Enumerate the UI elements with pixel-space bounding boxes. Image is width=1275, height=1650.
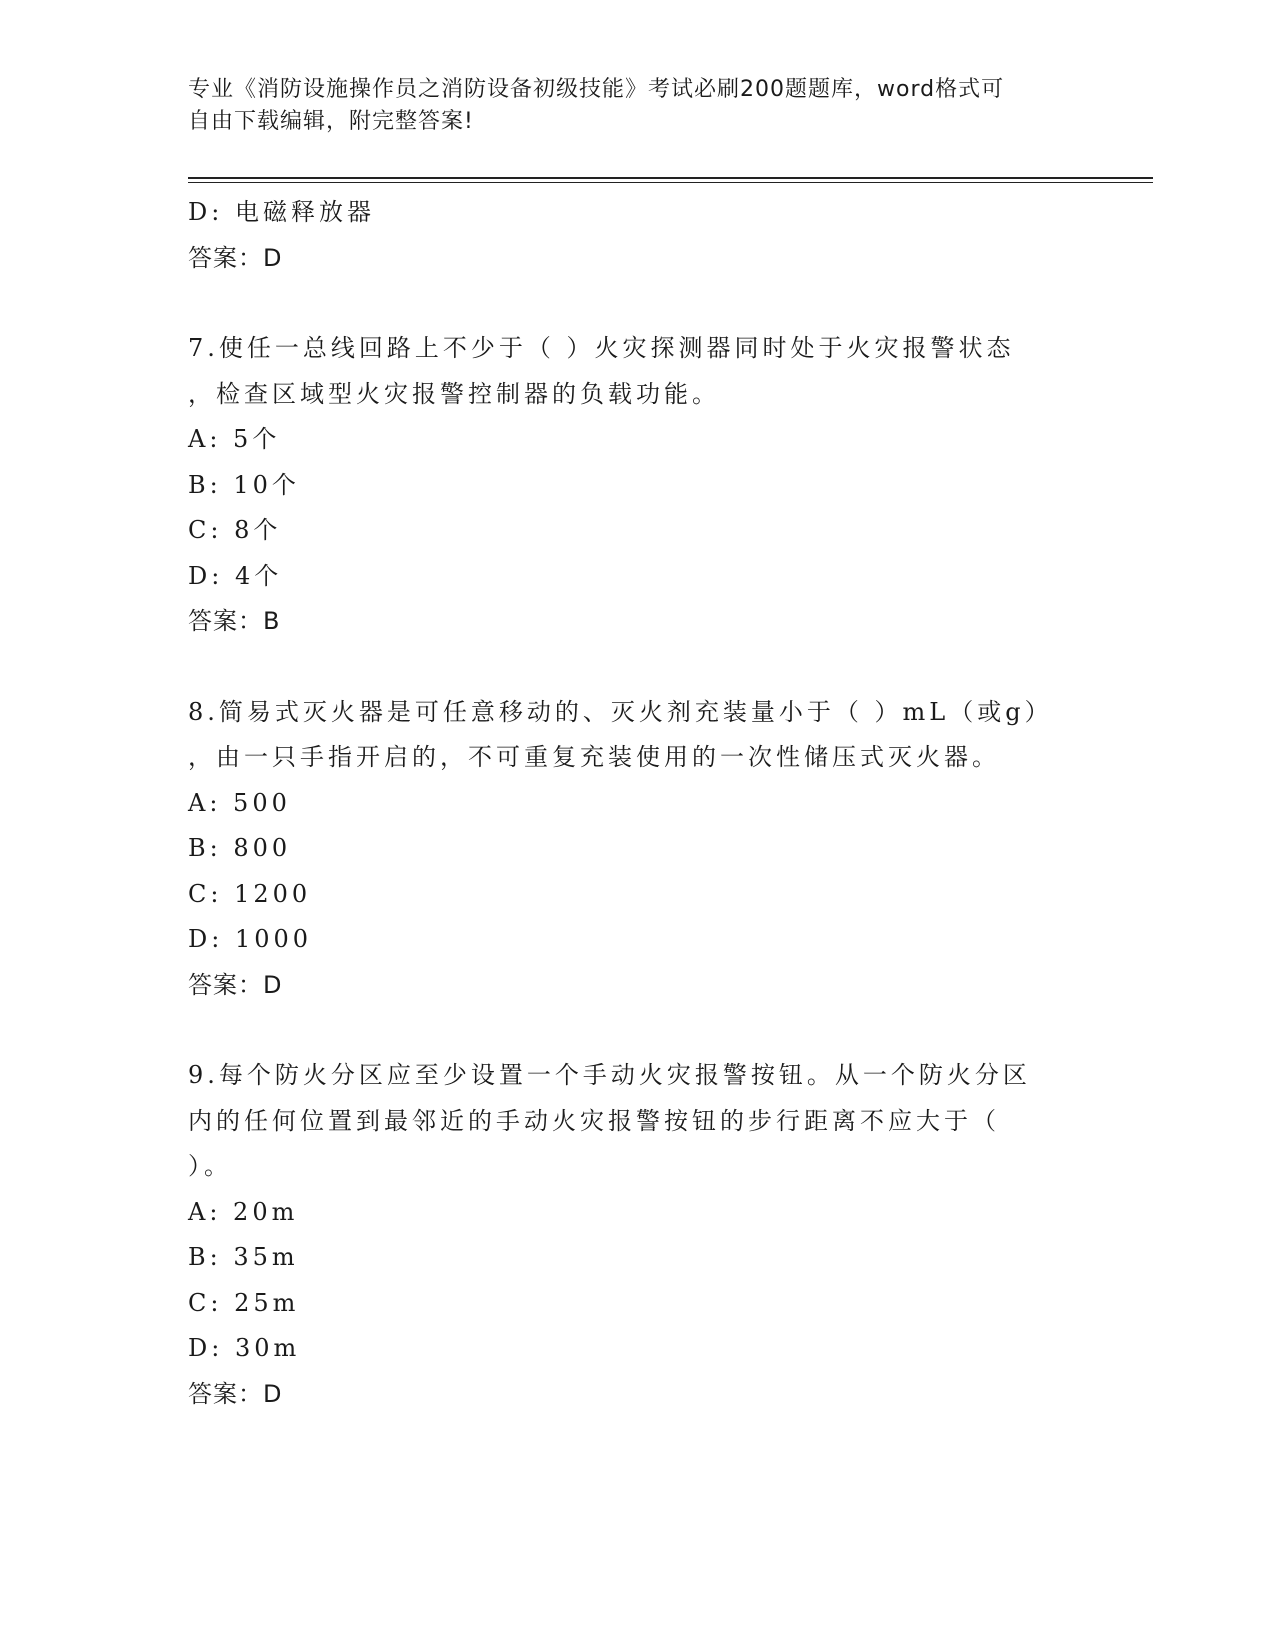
spacer	[188, 1008, 1088, 1053]
question-list	[188, 190, 1088, 1417]
header-line-2: 自由下载编辑，附完整答案!	[188, 109, 474, 134]
answer-line: 答案：B	[188, 607, 281, 635]
option-d: D: 4个	[188, 561, 283, 590]
option-d: D: 电磁释放器	[188, 198, 375, 226]
spacer	[188, 645, 1088, 690]
question-stem: 7.使任一总线回路上不少于（ ）火灾探测器同时处于火灾报警状态	[188, 334, 1015, 362]
option-a: A: 20m	[188, 1197, 299, 1226]
option-a: A: 500	[188, 788, 291, 817]
page-header	[188, 74, 1068, 138]
question-8	[188, 690, 1088, 1009]
option-d: D: 30m	[188, 1334, 301, 1362]
question-stem: 8.简易式灭火器是可任意移动的、灭火剂充装量小于（ ）mL（或g）	[188, 697, 1053, 726]
option-d: D: 1000	[188, 925, 313, 953]
option-c: C: 8个	[188, 516, 282, 544]
question-stem: ，由一只手指开启的，不可重复充装使用的一次性储压式灭火器。	[188, 743, 1000, 771]
option-b: B: 800	[188, 834, 292, 862]
previous-question-tail	[188, 190, 1088, 281]
question-stem: 内的任何位置到最邻近的手动火灾报警按钮的步行距离不应大于（	[188, 1106, 1000, 1135]
option-a: A: 5个	[188, 425, 281, 453]
spacer	[188, 281, 1088, 326]
question-7	[188, 326, 1088, 645]
answer-line: 答案：D	[188, 1379, 283, 1408]
header-divider	[188, 177, 1153, 183]
question-9	[188, 1053, 1088, 1417]
question-stem: ）。	[188, 1152, 232, 1180]
answer-line: 答案：D	[188, 970, 283, 999]
option-c: C: 1200	[188, 879, 312, 908]
option-b: B: 35m	[188, 1243, 299, 1271]
answer-line: 答案：D	[188, 243, 283, 272]
question-stem: 9.每个防火分区应至少设置一个手动火灾报警按钮。从一个防火分区	[188, 1061, 1031, 1089]
option-c: C: 25m	[188, 1288, 300, 1317]
header-line-1: 专业《消防设施操作员之消防设备初级技能》考试必刷200题题库，word格式可	[188, 77, 1005, 102]
question-stem: ，检查区域型火灾报警控制器的负载功能。	[188, 379, 720, 408]
option-b: B: 10个	[188, 470, 300, 499]
